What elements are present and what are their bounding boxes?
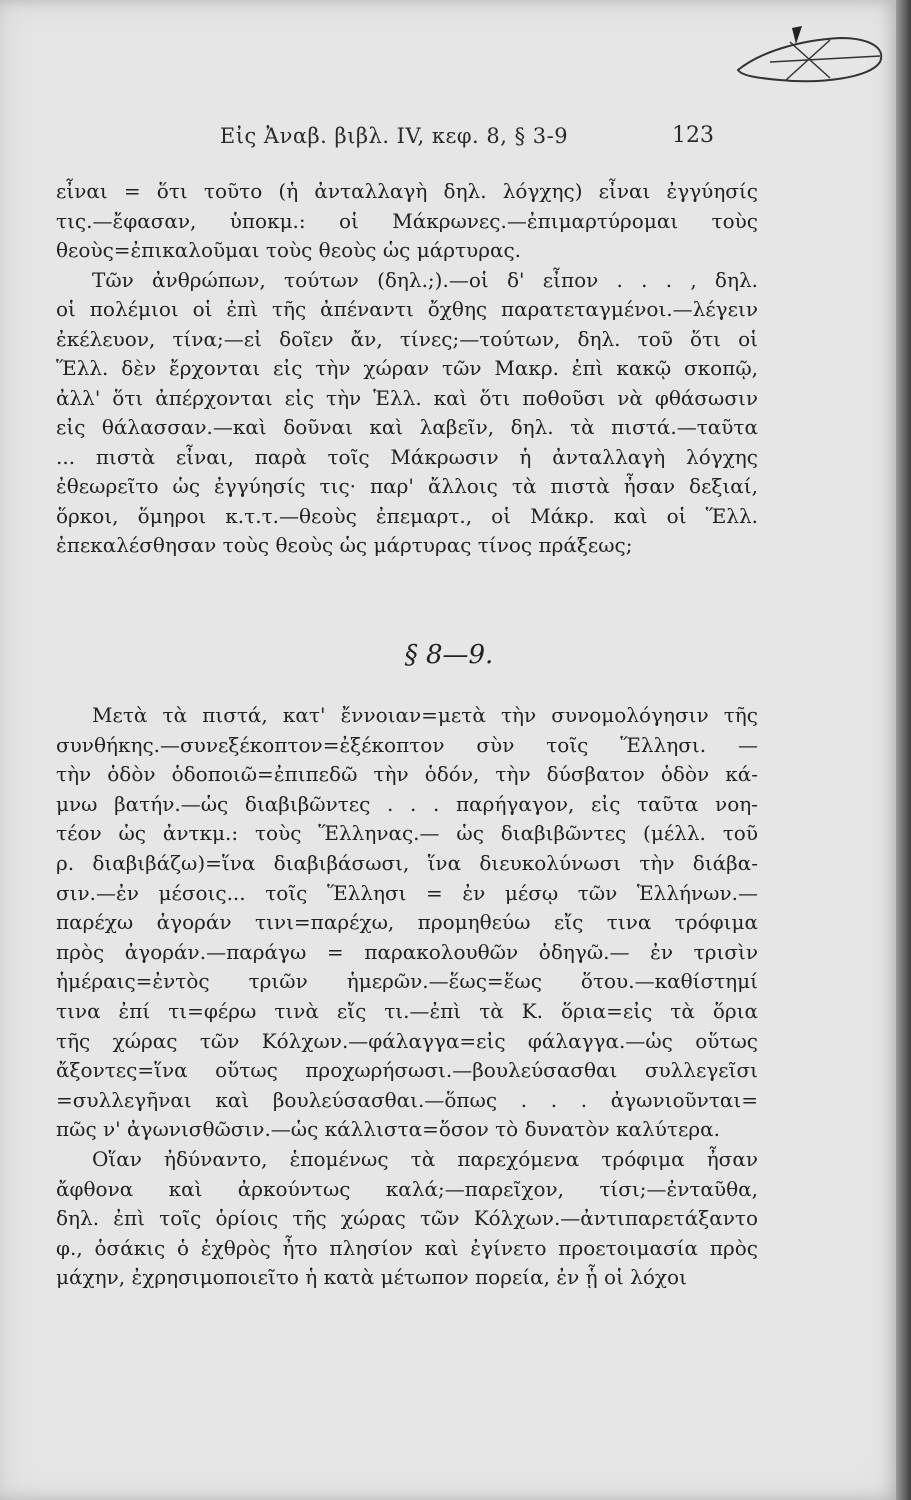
text-line: οἱ πολέμιοι οἱ ἐπὶ τῆς ἀπέναντι ὄχθης παρατεταγμένοι.—λέγειν bbox=[56, 297, 758, 321]
text-line: θεοὺς=ἐπικαλοῦμαι τοὺς θεοὺς ὡς μάρτυρας. bbox=[56, 238, 522, 262]
text-line: ἀλλ' ὅτι ἀπέρχονται εἰς τὴν Ἑλλ. καὶ ὅτι ποθοῦσι νὰ φθάσωσιν bbox=[56, 385, 758, 410]
text-line: σιν.—ἐν μέσοις... τοῖς Ἕλλησι = ἐν μέσῳ τῶν Ἑλλήνων.— bbox=[56, 880, 758, 905]
text-line: παρέχω ἀγοράν τινι=παρέχω, προμηθεύω εἴς τινα τρόφιμα bbox=[56, 910, 758, 935]
pen-doodle-icon bbox=[730, 22, 890, 92]
text-line: μνω βατήν.—ὡς διαβιβῶντες . . . παρήγαγον, εἰς ταῦτα νοη- bbox=[56, 791, 758, 816]
text-line: συνθήκης.—συνεξέκοπτον=ἐξέκοπτον σὺν τοῖς Ἕλλησι. — bbox=[56, 732, 758, 757]
text-line: πρὸς ἀγοράν.—παράγω = παρακολουθῶν ὁδηγῶ.— ἐν τρισὶν bbox=[56, 939, 758, 964]
text-line: ἄξοντες=ἵνα οὕτως προχωρήσωσι.—βουλεύσασθαι συλλεγεῖσι bbox=[56, 1058, 758, 1083]
text-line: τῆς χώρας τῶν Κόλχων.—φάλαγγα=εἰς φάλαγγα.—ὡς οὕτως bbox=[56, 1028, 758, 1053]
text-line: ἐπεκαλέσθησαν τοὺς θεοὺς ὡς μάρτυρας τίνος πράξεως; bbox=[56, 533, 633, 557]
text-line: τινα ἐπί τι=φέρω τινὰ εἴς τι.—ἐπὶ τὰ Κ. ὅρια=εἰς τὰ ὅρια bbox=[56, 999, 758, 1023]
text-line: τις.—ἔφασαν, ὑποκμ.: οἱ Μάκρωνες.—ἐπιμαρτύρομαι τοὺς bbox=[56, 208, 758, 233]
text-line: πῶς ν' ἀγωνισθῶσιν.—ὡς κάλλιστα=ὅσον τὸ δυνατὸν καλύτερα. bbox=[56, 1117, 720, 1142]
text-line: Ἕλλ. δὲν ἔρχονται εἰς τὴν χώραν τῶν Μακρ. ἐπὶ κακῷ σκοπῷ, bbox=[56, 356, 758, 380]
text-line: ρ. διαβιβάζω)=ἵνα διαβιβάσωσι, ἵνα διευκολύνωσι τὴν διάβα- bbox=[56, 851, 758, 875]
section-heading: § 8—9. bbox=[404, 640, 494, 670]
text-line: Οἵαν ἠδύναντο, ἑπομένως τὰ παρεχόμενα τρόφιμα ἦσαν bbox=[92, 1147, 758, 1171]
text-line: ἡμέραις=ἐντὸς τριῶν ἡμερῶν.—ἕως=ἕως ὅτου.—καθίστημί bbox=[56, 969, 758, 994]
text-line: ... πιστὰ εἶναι, παρὰ τοῖς Μάκρωσιν ἡ ἀνταλλαγὴ λόγχης bbox=[56, 444, 758, 469]
page-edge bbox=[896, 0, 911, 1500]
text-line: Τῶν ἀνθρώπων, τούτων (δηλ.;).—οἱ δ' εἶπον . . . , δηλ. bbox=[92, 267, 758, 292]
text-line: τέον ὡς ἀντκμ.: τοὺς Ἕλληνας.— ὡς διαβιβῶντες (μέλλ. τοῦ bbox=[56, 821, 758, 846]
text-line: τὴν ὁδὸν ὁδοποιῶ=ἐπιπεδῶ τὴν ὁδόν, τὴν δύσβατον ὁδὸν κά- bbox=[56, 762, 758, 787]
text-line: φ., ὁσάκις ὁ ἐχθρὸς ἦτο πλησίον καὶ ἐγίνετο προετοιμασία πρὸς bbox=[56, 1235, 758, 1260]
page-number: 123 bbox=[672, 123, 714, 148]
text-line: εἶναι = ὅτι τοῦτο (ἡ ἀνταλλαγὴ δηλ. λόγχης) εἶναι ἐγγύησίς bbox=[56, 179, 758, 203]
text-line: Μετὰ τὰ πιστά, κατ' ἔννοιαν=μετὰ τὴν συνομολόγησιν τῆς bbox=[92, 703, 758, 727]
text-line: δηλ. ἐπὶ τοῖς ὁρίοις τῆς χώρας τῶν Κόλχων.—ἀντιπαρετάξαντο bbox=[56, 1206, 758, 1231]
text-line: ἐκέλευον, τίνα;—εἰ δοῖεν ἄν, τίνες;—τούτων, δηλ. τοῦ ὅτι οἱ bbox=[56, 326, 758, 351]
running-title: Εἰς Ἀναβ. βιβλ. IV, κεφ. 8, § 3-9 bbox=[219, 124, 569, 148]
text-line: =συλλεγῆναι καὶ βουλεύσασθαι.—ὅπως . . . ἀγωνιοῦνται= bbox=[56, 1087, 758, 1112]
text-line: μάχην, ἐχρησιμοποιεῖτο ἡ κατὰ μέτωπον πορεία, ἐν ᾗ οἱ λόχοι bbox=[56, 1265, 687, 1290]
text-line: ἐθεωρεῖτο ὡς ἐγγύησίς τις· παρ' ἄλλοις τὰ πιστὰ ἦσαν δεξιαί, bbox=[56, 474, 758, 498]
text-line: εἰς θάλασσαν.—καὶ δοῦναι καὶ λαβεῖν, δηλ. τὰ πιστά.—ταῦτα bbox=[56, 415, 758, 439]
text-line: ὅρκοι, ὅμηροι κ.τ.τ.—θεοὺς ἐπεμαρτ., οἱ Μάκρ. καὶ οἱ Ἕλλ. bbox=[56, 503, 758, 528]
text-line: ἄφθονα καὶ ἀρκούντως καλά;—παρεῖχον, τίσι;—ἐνταῦθα, bbox=[56, 1176, 758, 1201]
